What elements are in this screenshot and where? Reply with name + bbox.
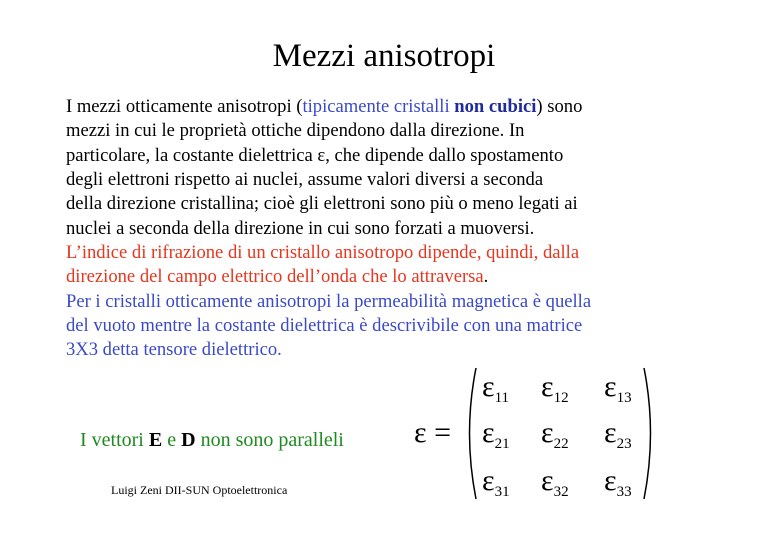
slide-title: Mezzi anisotropi: [272, 38, 496, 74]
paragraph-3-line-1: Per i cristalli otticamente anisotropi la permeabilità magnetica è quella: [66, 291, 592, 312]
tensor-epsilon: ε: [482, 416, 495, 449]
vectors-prefix: I vettori: [80, 429, 149, 451]
vector-e: E: [148, 429, 163, 451]
tensor-index: 22: [553, 436, 569, 452]
p1-l1-highlight: tipicamente cristalli: [302, 96, 455, 117]
paragraph-1-line-6: nuclei a seconda della direzione in cui sono forzati a muoversi.: [66, 218, 535, 239]
tensor-index: 12: [553, 390, 569, 406]
tensor-cell-11: [482, 371, 509, 414]
paragraph-1-line-1: [66, 96, 582, 118]
tensor-cell-23: [604, 417, 632, 460]
tensor-index: 13: [616, 390, 632, 406]
vectors-suffix: non sono paralleli: [195, 429, 344, 451]
tensor-epsilon: ε: [541, 416, 554, 449]
tensor-epsilon: ε: [482, 370, 495, 403]
tensor-epsilon: ε: [604, 370, 617, 403]
paragraph-3-line-3: 3X3 detta tensore dielettrico.: [66, 339, 282, 360]
paragraph-1-line-4: degli elettroni rispetto ai nuclei, assume valori diversi a seconda: [66, 169, 544, 190]
tensor-cell-31: [482, 465, 510, 508]
tensor-cell-32: [541, 465, 569, 508]
paragraph-3-line-2: del vuoto mentre la costante dielettrica è descrivibile con una matrice: [66, 315, 583, 336]
tensor-cell-33: [604, 465, 632, 508]
tensor-cell-21: [482, 417, 510, 460]
tensor-index: 31: [494, 484, 510, 500]
left-paren-icon: [460, 366, 480, 501]
tensor-index: 11: [494, 390, 510, 406]
tensor-cell-13: [604, 371, 632, 414]
tensor-epsilon: ε: [604, 416, 617, 449]
paragraph-2-line-1: L’indice di rifrazione di un cristallo anisotropo dipende, quindi, dalla: [66, 242, 580, 263]
paragraph-2-line-2: [66, 266, 488, 288]
footer-author: Luigi Zeni DII-SUN Optoelettronica: [111, 483, 288, 497]
paragraph-1-line-2: mezzi in cui le proprietà ottiche dipendono dalla direzione. In: [66, 120, 525, 141]
right-paren-icon: [640, 366, 660, 501]
tensor-lhs: ε =: [414, 416, 452, 449]
p2-l2-period: .: [483, 266, 489, 287]
tensor-index: 33: [616, 484, 632, 500]
p1-l1-text-d: ) sono: [536, 96, 583, 117]
tensor-index: 23: [616, 436, 632, 452]
p1-l1-non-cubici: non cubici: [454, 96, 537, 117]
tensor-index: 21: [494, 436, 510, 452]
tensor-index: 32: [553, 484, 569, 500]
tensor-cell-22: [541, 417, 569, 460]
tensor-epsilon: ε: [541, 464, 554, 497]
tensor-epsilon: ε: [482, 464, 495, 497]
tensor-epsilon: ε: [604, 464, 617, 497]
paragraph-1-line-3: particolare, la costante dielettrica ε, che dipende dallo spostamento: [66, 145, 564, 166]
p1-l1-text-a: I mezzi otticamente anisotropi (: [66, 96, 303, 117]
p2-l2-text: direzione del campo elettrico dell’onda che lo attraversa: [66, 266, 484, 287]
vectors-note: [80, 429, 344, 452]
vectors-middle: e: [162, 429, 182, 451]
tensor-epsilon: ε: [541, 370, 554, 403]
paragraph-1-line-5: della direzione cristallina; cioè gli elettroni sono più o meno legati ai: [66, 193, 578, 214]
vector-d: D: [181, 429, 196, 451]
tensor-cell-12: [541, 371, 569, 414]
